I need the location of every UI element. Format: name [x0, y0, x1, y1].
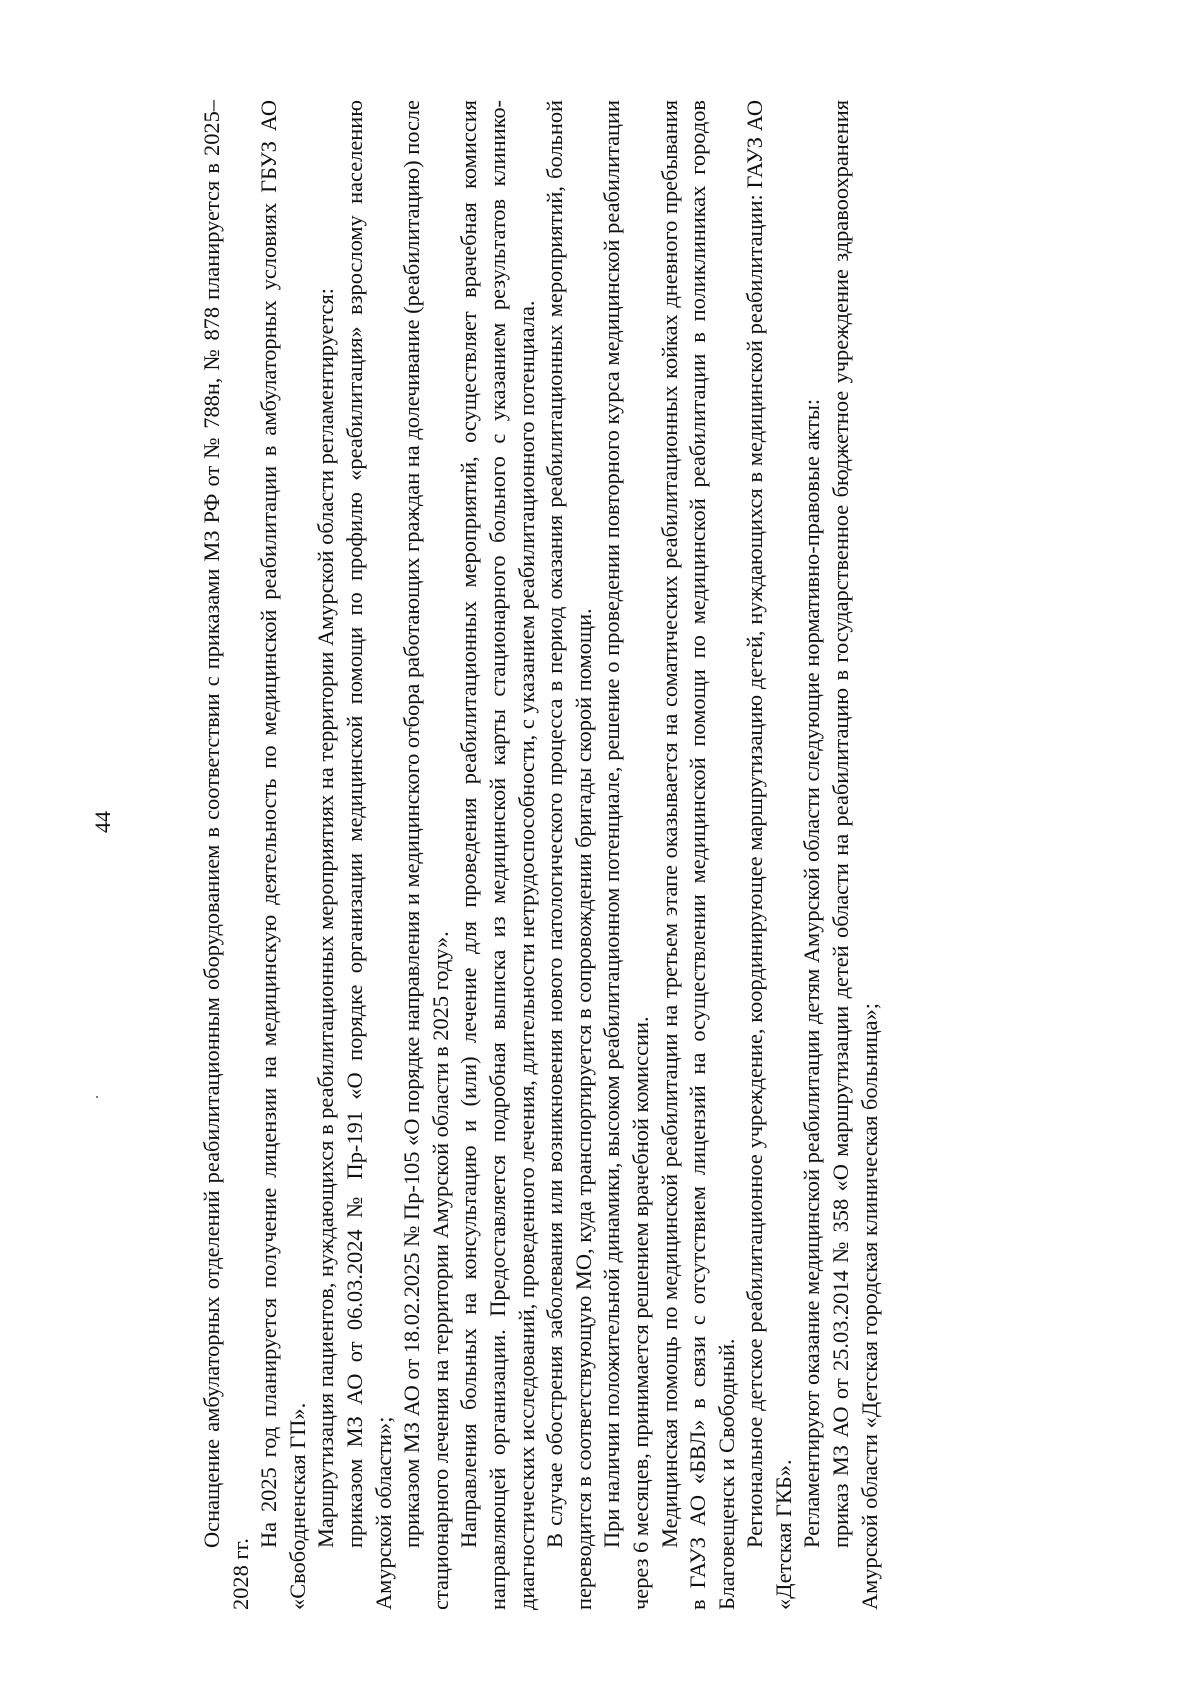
- paragraph-referral: Направления больных на консультацию и (или) лечение для проведения реабилитационных мероприятий, осуществляет врачебная комиссия направляющей организации. Предоставляется подробная выписка из медицинской карты стационарного больного с указанием результатов клинико-диагностических исследований, проведенного лечения, длительности нетрудоспособности, с указанием реабилитационного потенциала.: [456, 100, 539, 1610]
- page-number: 44: [90, 811, 115, 833]
- paragraph-children-regulations: Регламентируют оказание медицинской реабилитации детям Амурской области следующие нормативно-правовые акты:: [799, 398, 825, 1548]
- paragraph-repeat-course: При наличии положительной динамики, высоком реабилитационном потенциале, решение о проведении повторного курса медицинской реабилитации через 6 месяцев, принимается решением врачебной комиссии.: [599, 100, 653, 1610]
- paragraph-order-358: приказ МЗ АО от 25.03.2014 № 358 «О маршрутизации детей области на реабилитацию в государственное бюджетное учреждение здравоохранения Амурской области «Детская городская клиническая больница»;: [828, 100, 882, 1610]
- paragraph-routing-intro: Маршрутизация пациентов, нуждающихся в реабилитационных мероприятиях на территории Амурской области регламентируется:: [313, 288, 339, 1548]
- paragraph-children-institution: Региональное детское реабилитационное учреждение, координирующее маршрутизацию детей, нуждающихся в медицинской реабилитации: ГАУЗ АО «Детская ГКБ».: [742, 100, 796, 1610]
- scan-speck: [96, 1096, 98, 1098]
- paragraph-exacerbation: В случае обострения заболевания или возникновения нового патологического процесса в период оказания реабилитационных мероприятий, больной переводится в соответствующую МО, куда транспортируется в сопровождении бригады скорой помощи.: [542, 100, 596, 1610]
- paragraph-equipment: Оснащение амбулаторных отделений реабилитационным оборудованием в соответствии с приказами МЗ РФ от № 788н, № 878 планируется в 2025–2028 гг.: [199, 100, 253, 1610]
- paragraph-order-105: приказом МЗ АО от 18.02.2025 № Пр-105 «О порядке направления и медицинского отбора работающих граждан на долечивание (реабилитацию) после стационарного лечения на территории Амурской области в 2025 году».: [399, 100, 453, 1610]
- paragraph-license: На 2025 год планируется получение лицензии на медицинскую деятельность по медицинской реабилитации в амбулаторных условиях ГБУЗ АО «Свободненская ГП».: [256, 100, 310, 1610]
- paragraph-order-191: приказом МЗ АО от 06.03.2024 № Пр-191 «О порядке организации медицинской помощи по профилю «реабилитация» взрослому населению Амурской области»;: [341, 100, 396, 1610]
- rotated-text-block: [198, 100, 1008, 1610]
- paragraph-third-stage: Медицинская помощь по медицинской реабилитации на третьем этапе оказывается на соматических реабилитационных койках дневного пребывания в ГАУЗ АО «БВЛ» в связи с отсутствием лицензий на осуществлении медицинской помощи по медицинской реабилитации в поликлиниках городов Благовещенск и Свободный.: [656, 100, 739, 1610]
